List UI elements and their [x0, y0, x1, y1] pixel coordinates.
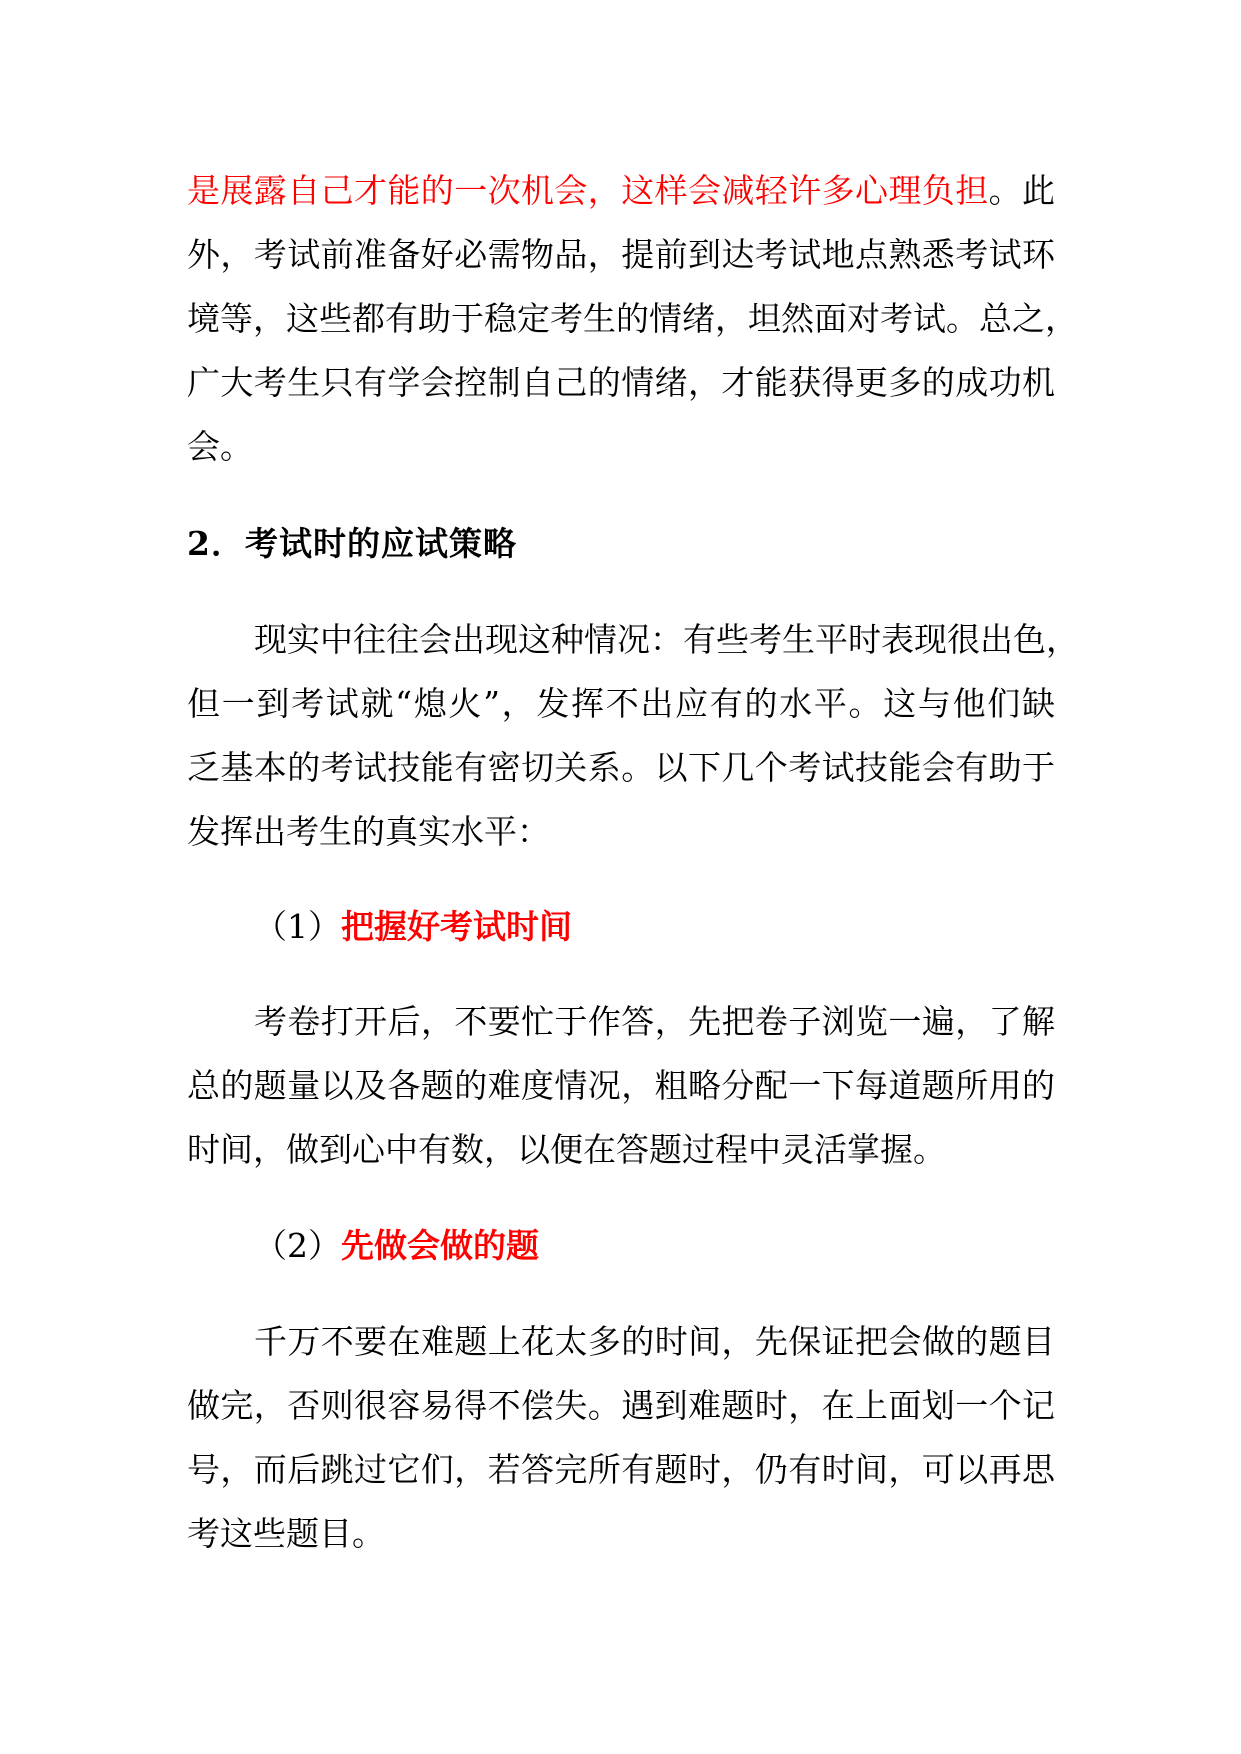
paragraph-4-line-4: 考这些题目。 [187, 1514, 385, 1553]
paragraph-3-line-2: 总的题量以及各题的难度情况，粗略分配一下每道题所用的 [187, 1066, 1055, 1105]
paragraph-4-line-1: 千万不要在难题上花太多的时间，先保证把会做的题目 [254, 1322, 1055, 1361]
subheading-2-title: 先做会做的题 [341, 1226, 539, 1265]
paragraph-1-line-4: 广大考生只有学会控制自己的情绪，才能获得更多的成功机 [187, 363, 1055, 402]
paragraph-3-line-3: 时间，做到心中有数，以便在答题过程中灵活掌握。 [187, 1130, 946, 1169]
paragraph-4-line-3: 号，而后跳过它们，若答完所有题时，仍有时间，可以再思 [187, 1450, 1055, 1489]
subheading-2-number: （2） [254, 1226, 341, 1265]
paragraph-1-line-2: 外，考试前准备好必需物品，提前到达考试地点熟悉考试环 [187, 235, 1055, 274]
subheading-2 [254, 1214, 1122, 1278]
highlighted-text: 是展露自己才能的一次机会，这样会减轻许多心理负担 [187, 171, 989, 210]
paragraph-1-line-5: 会。 [187, 427, 253, 466]
subheading-1-title: 把握好考试时间 [341, 907, 572, 946]
paragraph-1-line-1 [187, 159, 1055, 223]
paragraph-1-line-3: 境等，这些都有助于稳定考生的情绪，坦然面对考试。总之， [187, 299, 1078, 338]
subheading-1 [254, 895, 1122, 959]
paragraph-3-line-1: 考卷打开后，不要忙于作答，先把卷子浏览一遍，了解 [254, 1002, 1055, 1041]
paragraph-2-line-4: 发挥出考生的真实水平： [187, 812, 550, 851]
paragraph-2-line-1: 现实中往往会出现这种情况：有些考生平时表现很出色， [254, 620, 1079, 659]
paragraph-2-line-3: 乏基本的考试技能有密切关系。以下几个考试技能会有助于 [187, 748, 1055, 787]
paragraph-1-line-1-rest: 。此 [988, 171, 1056, 210]
subheading-1-number: （1） [254, 907, 341, 946]
paragraph-4-line-2: 做完，否则很容易得不偿失。遇到难题时，在上面划一个记 [187, 1386, 1055, 1425]
paragraph-2-line-2: 但一到考试就“熄火”，发挥不出应有的水平。这与他们缺 [187, 684, 1055, 723]
section-heading: 2．考试时的应试策略 [187, 524, 517, 563]
